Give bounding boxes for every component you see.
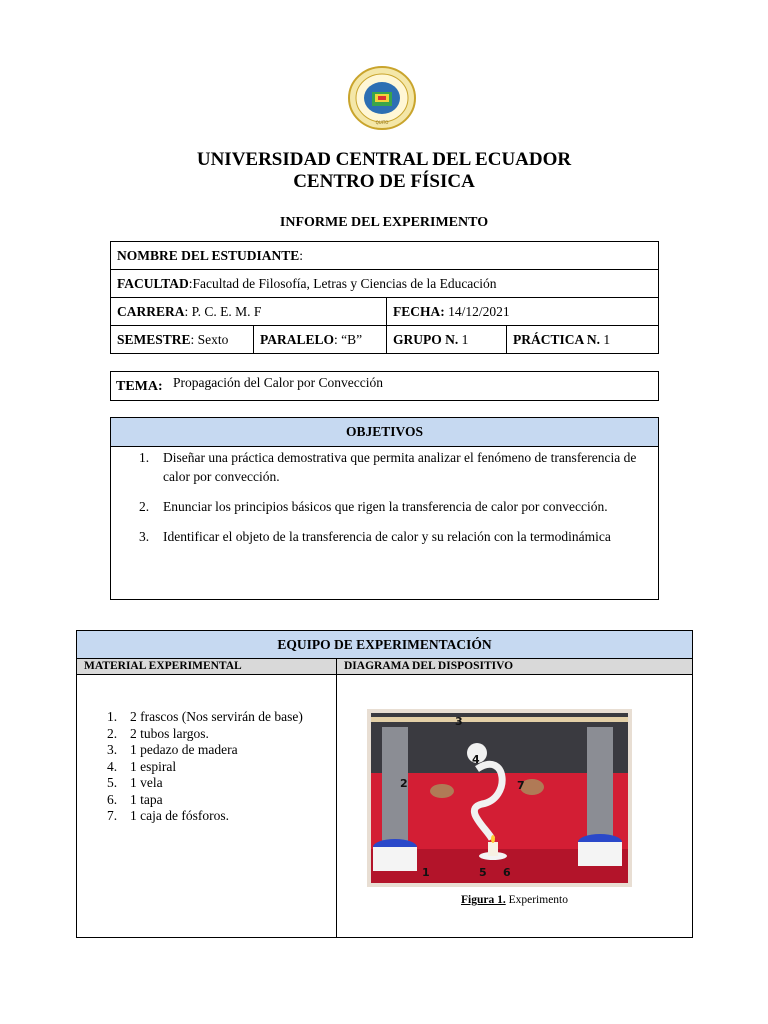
svg-text:6: 6 xyxy=(503,866,511,879)
material-item: 7. 1 caja de fósforos. xyxy=(107,808,229,823)
objectives-box xyxy=(110,417,659,600)
practice-cell: PRÁCTICA N. 1 xyxy=(507,326,659,354)
tema-value: Propagación del Calor por Convección xyxy=(173,375,383,390)
university-title: UNIVERSIDAD CENTRAL DEL ECUADOR xyxy=(196,149,572,170)
svg-text:4: 4 xyxy=(472,753,480,766)
svg-text:2: 2 xyxy=(400,777,408,790)
semester-cell: SEMESTRE: Sexto xyxy=(111,326,254,354)
student-info-table xyxy=(110,241,659,354)
material-column-header: MATERIAL EXPERIMENTAL xyxy=(77,659,337,674)
svg-text:5: 5 xyxy=(479,866,487,879)
material-item: 4. 1 espiral xyxy=(107,758,177,774)
material-item: 2. 2 tubos largos. xyxy=(107,725,209,741)
tema-label: TEMA: xyxy=(116,379,163,394)
objectives-list xyxy=(111,448,658,546)
svg-text:7: 7 xyxy=(517,779,525,792)
material-item: 6. 1 tapa xyxy=(107,791,163,807)
objective-item: 1. Diseñar una práctica demostrativa que permita analizar el fenómeno de transferencia de calor por convección. xyxy=(139,450,637,484)
university-seal xyxy=(348,66,416,130)
material-item: 3. 1 pedazo de madera xyxy=(107,742,238,757)
materials-list xyxy=(97,709,327,825)
tema-box xyxy=(110,371,659,401)
career-cell: CARRERA: P. C. E. M. F xyxy=(111,298,387,326)
group-cell: GRUPO N. 1 xyxy=(387,326,507,354)
diagram-column-header: DIAGRAMA DEL DISPOSITIVO xyxy=(344,660,514,672)
date-cell: FECHA: 14/12/2021 xyxy=(387,298,659,326)
report-title: INFORME DEL EXPERIMENTO xyxy=(279,215,489,230)
objectives-heading: OBJETIVOS xyxy=(111,418,658,447)
svg-text:QUITO: QUITO xyxy=(375,120,389,125)
material-item: 5. 1 vela xyxy=(107,775,163,790)
figure-label: Figura 1. xyxy=(460,894,506,906)
equipment-box xyxy=(76,630,693,938)
equipment-subheader xyxy=(77,659,692,675)
material-item: 1. 2 frascos (Nos servirán de base) xyxy=(107,709,303,724)
student-name-cell[interactable]: NOMBRE DEL ESTUDIANTE: xyxy=(111,242,659,270)
faculty-cell: FACULTAD:Facultad de Filosofía, Letras y Ciencias de la Educación xyxy=(111,270,659,298)
objective-item: 3. Identificar el objeto de la transferencia de calor y su relación con la termodinámica xyxy=(139,529,611,544)
svg-text:3: 3 xyxy=(455,715,463,728)
center-title: CENTRO DE FÍSICA xyxy=(293,171,475,192)
figure-caption-text: Experimento xyxy=(505,894,568,906)
svg-text:1: 1 xyxy=(422,866,430,879)
objective-item: 2. Enunciar los principios básicos que rigen la transferencia de calor por convección. xyxy=(139,499,608,514)
parallel-cell: PARALELO: “B” xyxy=(254,326,387,354)
experiment-photo xyxy=(367,709,632,887)
equipment-heading: EQUIPO DE EXPERIMENTACIÓN xyxy=(77,631,692,659)
figure-caption xyxy=(337,894,692,906)
